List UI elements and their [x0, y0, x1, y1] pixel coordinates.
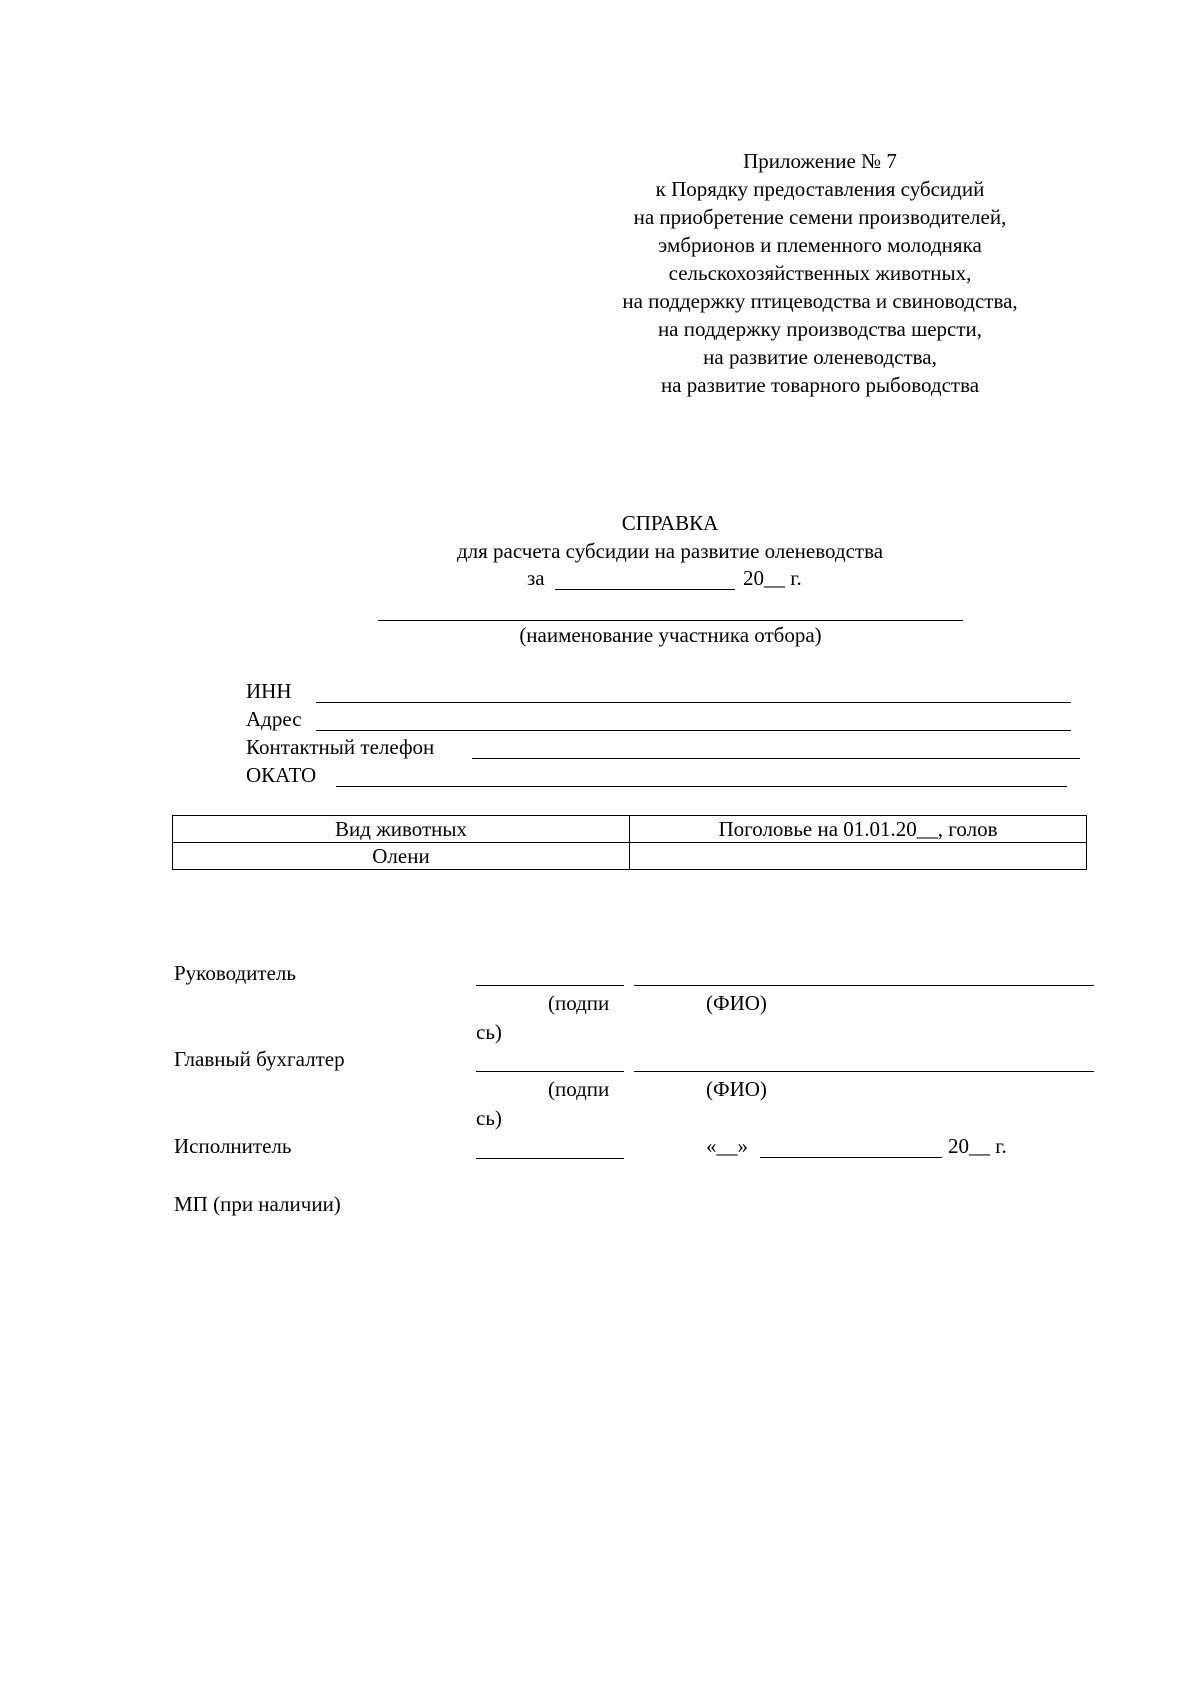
document-subtitle: для расчета субсидии на развитие оленеводства — [456, 539, 884, 563]
appendix-line: на поддержку производства шерсти, — [657, 317, 983, 341]
address-field[interactable] — [316, 730, 1071, 731]
table-cell: Олени — [173, 843, 630, 870]
appendix-line: к Порядку предоставления субсидий — [655, 177, 985, 201]
period-prefix: за — [527, 566, 545, 590]
okato-field[interactable] — [336, 786, 1067, 787]
head-signature-line[interactable] — [476, 985, 624, 986]
accountant-label: Главный бухгалтер — [174, 1047, 345, 1071]
appendix-line: на развитие оленеводства, — [703, 345, 937, 369]
appendix-line: эмбрионов и племенного молодняка — [658, 233, 982, 257]
table-row — [173, 843, 1087, 870]
inn-label: ИНН — [246, 679, 292, 703]
fio-caption: (ФИО) — [706, 1077, 767, 1101]
livestock-table — [172, 815, 1087, 870]
executor-signature-line[interactable] — [476, 1158, 624, 1159]
table-cell[interactable] — [630, 843, 1087, 870]
date-year: 20__ г. — [948, 1134, 1007, 1158]
date-day: «__» — [706, 1134, 748, 1158]
executor-label: Исполнитель — [174, 1134, 292, 1158]
appendix-line: на развитие товарного рыбоводства — [660, 373, 980, 397]
head-label: Руководитель — [174, 961, 296, 985]
period-year: 20__ г. — [743, 566, 802, 590]
signature-caption: (подпи — [548, 991, 610, 1015]
head-fio-line[interactable] — [634, 985, 1094, 986]
table-header-row — [173, 816, 1087, 843]
stamp-label: МП (при наличии) — [174, 1192, 341, 1216]
table-header-cell: Вид животных — [173, 816, 630, 843]
accountant-fio-line[interactable] — [634, 1071, 1094, 1072]
inn-field[interactable] — [316, 702, 1071, 703]
participant-name-line[interactable] — [378, 620, 963, 621]
appendix-line: на приобретение семени производителей, — [633, 205, 1007, 229]
signature-caption-cont: сь) — [476, 1020, 502, 1044]
phone-field[interactable] — [472, 758, 1080, 759]
phone-label: Контактный телефон — [246, 735, 435, 759]
appendix-header — [560, 147, 1080, 399]
appendix-line: сельскохозяйственных животных, — [668, 261, 972, 285]
appendix-line: на поддержку птицеводства и свиноводства, — [622, 289, 1018, 313]
signature-caption-cont: сь) — [476, 1106, 502, 1130]
accountant-signature-line[interactable] — [476, 1071, 624, 1072]
period-blank[interactable] — [555, 589, 735, 590]
table-header-cell: Поголовье на 01.01.20__, голов — [630, 816, 1087, 843]
date-month-blank[interactable] — [760, 1157, 942, 1158]
okato-label: ОКАТО — [246, 763, 317, 787]
fio-caption: (ФИО) — [706, 991, 767, 1015]
appendix-line: Приложение № 7 — [743, 149, 897, 173]
document-title: СПРАВКА — [621, 511, 719, 535]
participant-caption: (наименование участника отбора) — [519, 623, 822, 647]
signature-caption: (подпи — [548, 1077, 610, 1101]
address-label: Адрес — [246, 707, 302, 731]
